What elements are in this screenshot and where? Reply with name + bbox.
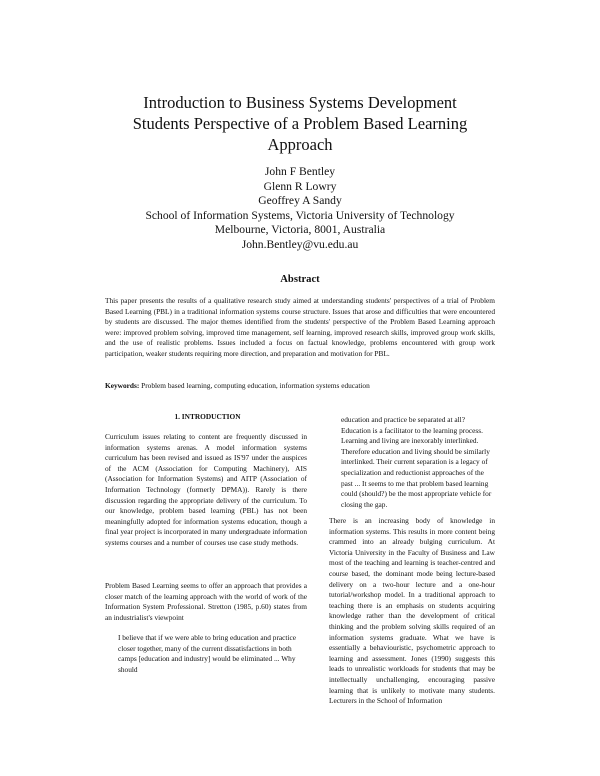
abstract-heading: Abstract: [280, 274, 320, 285]
intro-paragraph-3: There is an increasing body of knowledge in information systems. This results in more content being crammed into an already bulging curriculum. At Victoria University in the Faculty of Business and Law most of the teaching and learning is teacher-centred and course based, the dominant mode being lecture-based delivery on a two-hour lecture and a one-hour tutorial/workshop model. In a traditional approach to teaching there is an emphasis on students acquiring knowledge rather than the development of critical thinking and the problem solving skills required of an information systems graduate. What we have is essentially a behaviouristic, psychometric approach to learning and assessment. Jones (1990) suggests this leads to unrealistic workloads for students that may be intellectually unchallenging, encouraging passive learning that is unlikely to motivate many students. Lecturers in the School of Information: [329, 516, 495, 706]
intro-quote-part-1: I believe that if we were able to bring education and practice closer together, many of the current dissatisfactions in both camps [education and industry] would be eliminated ... Why should: [118, 633, 297, 674]
keywords-label: Keywords:: [105, 381, 140, 390]
author-name: Geoffrey A Sandy: [258, 194, 342, 208]
title-line-3: Approach: [267, 135, 333, 154]
keywords-text: Problem based learning, computing education, information systems education: [141, 381, 370, 390]
intro-paragraph-1: Curriculum issues relating to content are frequently discussed in information systems arenas. A model information systems curriculum has been revised and issued as IS'97 under the auspices of the ACM (Association for Computing Machinery), AIS (Association for Information Systems) and AITP (Association of Information Technology (formerly DPMA)). Rarely is there discussion regarding the appropriate delivery of the curriculum. To our knowledge, problem based learning (PBL) has not been meaningfully adopted for information systems education, though a final year project is incorporated in many undergraduate information systems courses and a number of courses use case study methods.: [105, 432, 307, 547]
author-name: Glenn R Lowry: [263, 179, 337, 193]
author-name: John F Bentley: [264, 165, 336, 178]
author-address: Melbourne, Victoria, 8001, Australia: [214, 223, 386, 237]
intro-quote-part-2: education and practice be separated at all? Education is a facilitator to the learning process. Learning and living are inexorably interlinked. Therefore education and living should be similarly interlinked. Their current separation is a legacy of specialization and reductionist approaches of the past ... It seems to me that problem based learning could (should?) be the most appropriate vehicle for closing the gap.: [341, 415, 492, 509]
paper-title: [0, 92, 600, 155]
keywords: [105, 381, 505, 390]
author-block: [0, 165, 600, 253]
section-heading-introduction: 1. INTRODUCTION: [174, 412, 241, 421]
title-line-1: Introduction to Business Systems Development: [143, 93, 457, 112]
title-line-2: Students Perspective of a Problem Based Learning: [132, 114, 468, 133]
intro-paragraph-2: Problem Based Learning seems to offer an approach that provides a closer match of the learning approach with the world of work of the Information System Professional. Stretton (1985, p.60) states from an industrialist's viewpoint: [105, 581, 307, 622]
abstract-body: This paper presents the results of a qualitative research study aimed at understanding students' perspectives of a trial of Problem Based Learning (PBL) in a traditional information systems course structure. Issues that arose and difficulties that were encountered by students are discussed. The major themes identified from the students' perspective of the Problem Based Learning approach were: improved problem solving, improved time management, self learning, improved research skills, improved group work skills, and the use of realistic problems. Issues included a focus on factual knowledge, problems encountered with group work participation, weaker students requiring more direction, and preparation and motivation for PBL.: [105, 296, 495, 358]
author-email: John.Bentley@vu.edu.au: [241, 237, 359, 251]
author-affiliation: School of Information Systems, Victoria University of Technology: [145, 208, 455, 222]
